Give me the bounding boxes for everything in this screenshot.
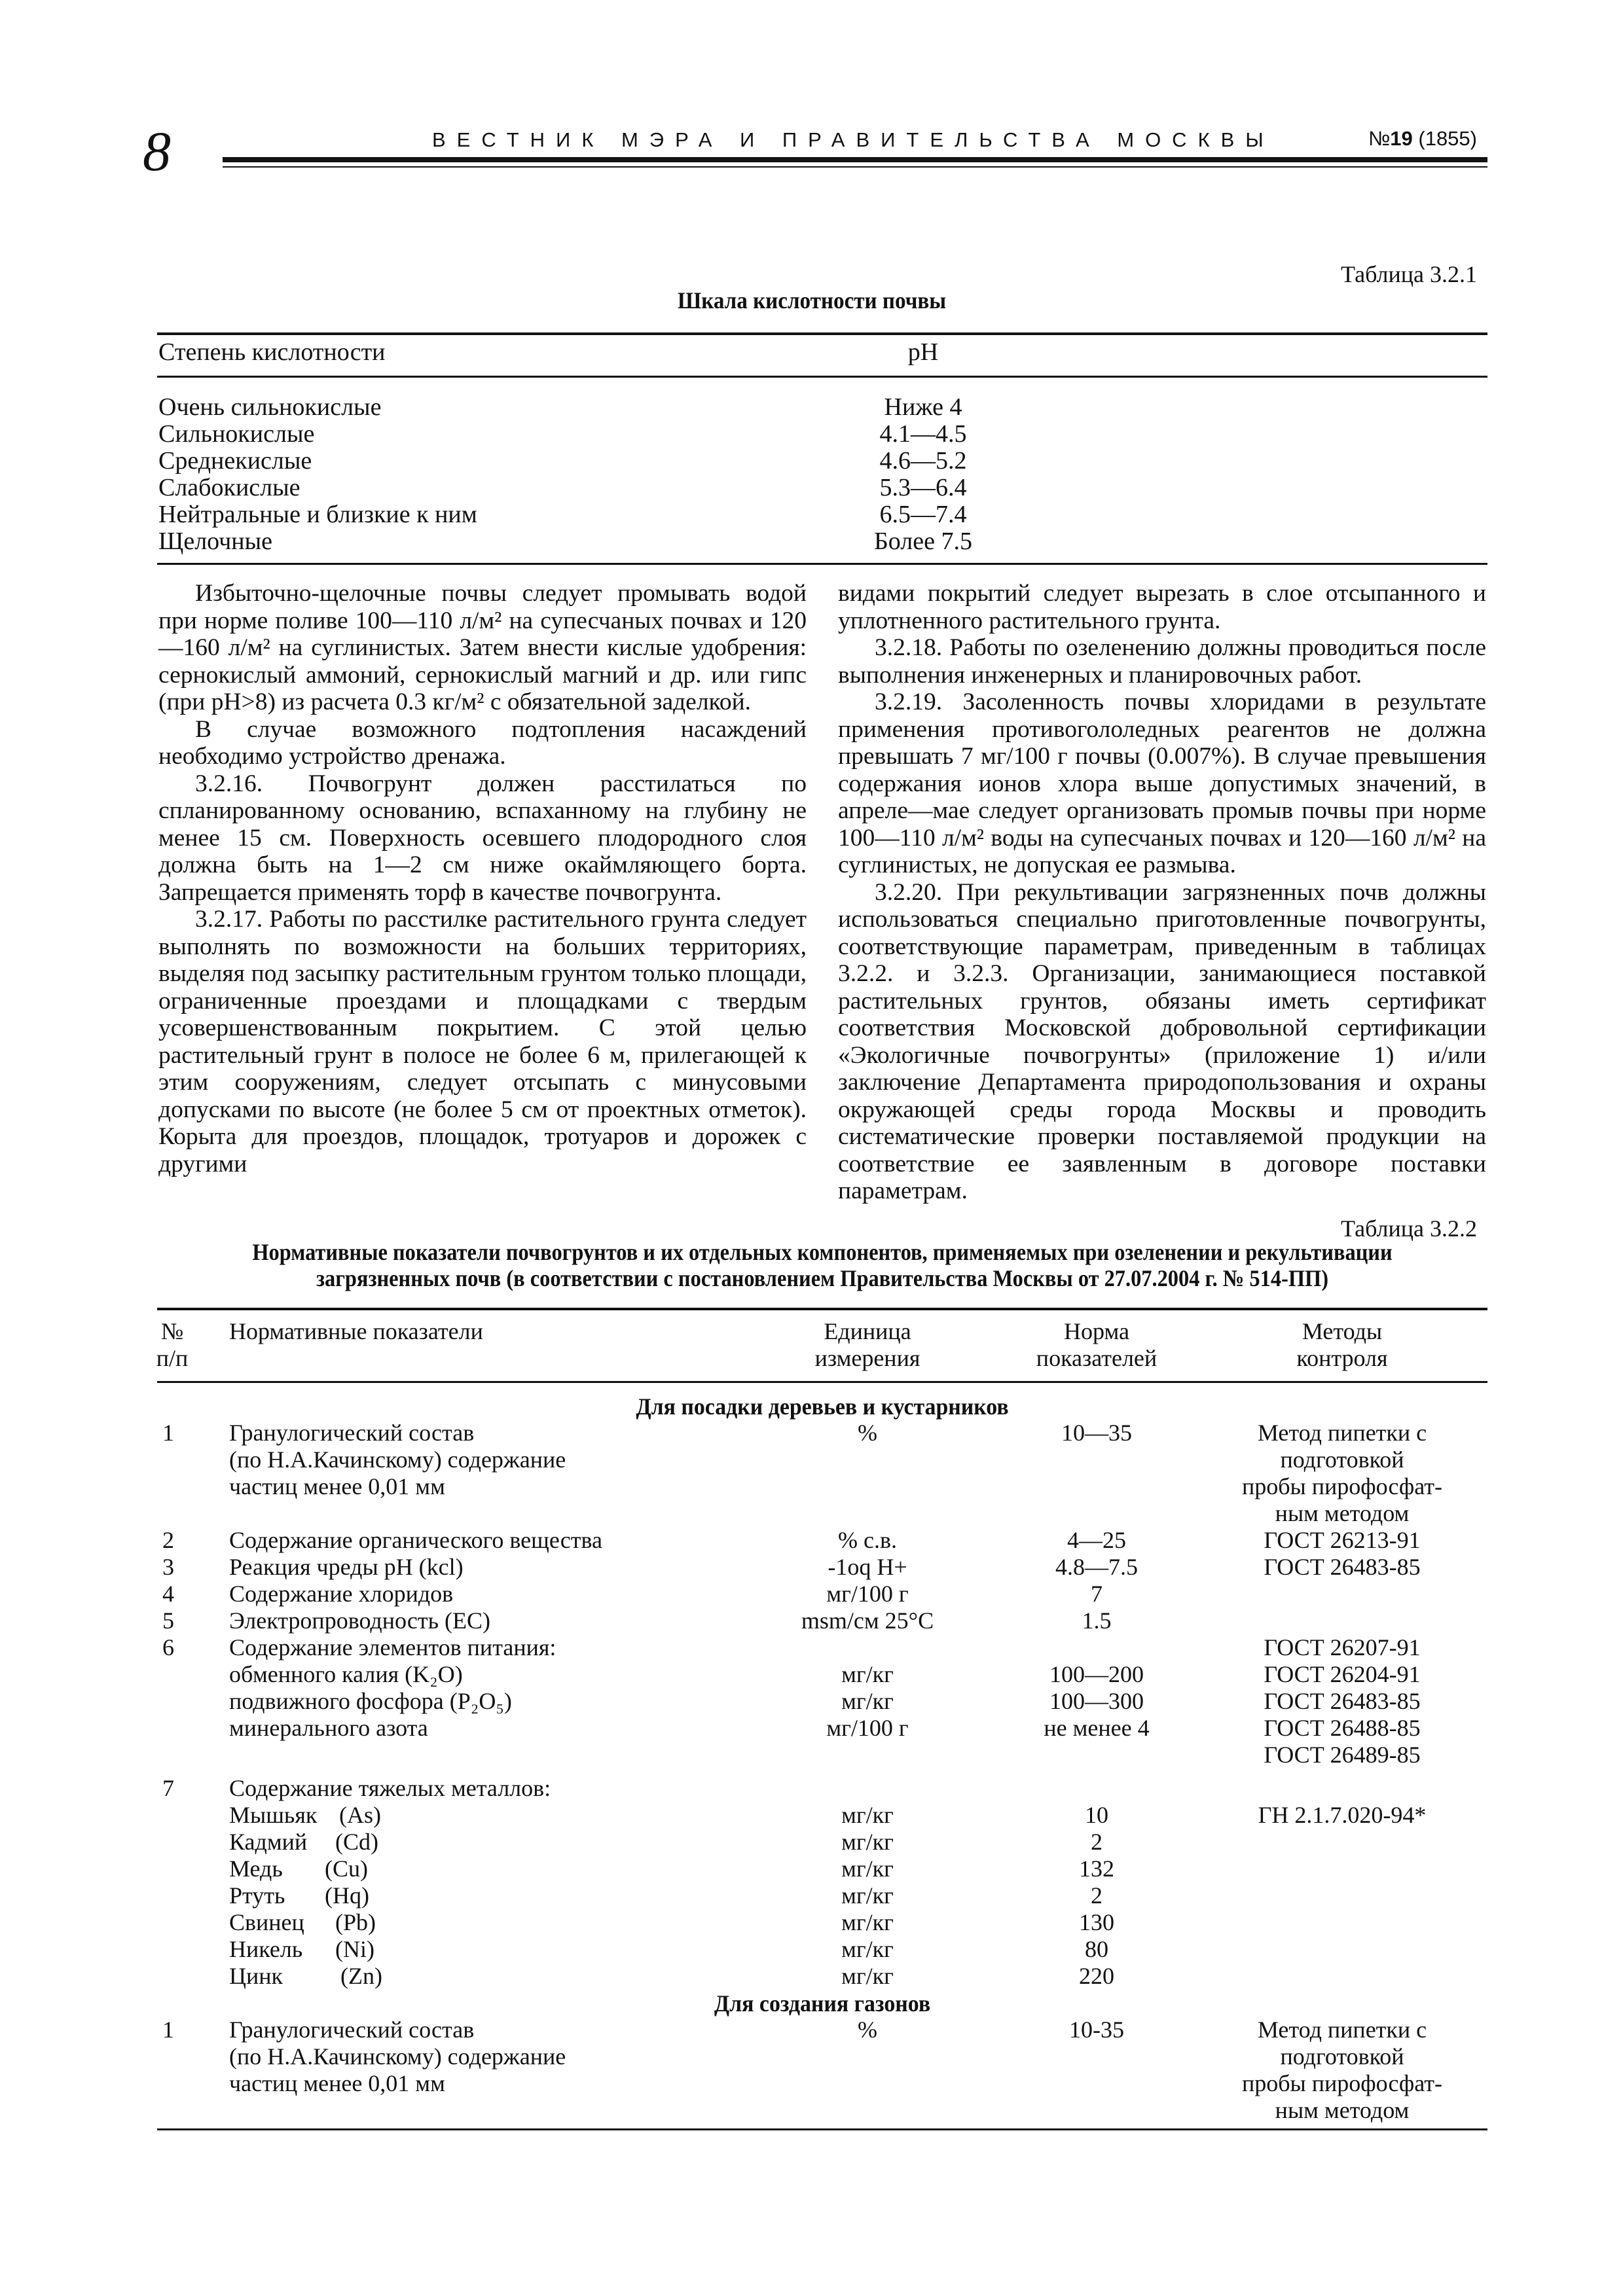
table1-header-degree: Степень кислотности	[158, 338, 386, 366]
table1-row-ph: 5.3—6.4	[879, 474, 967, 501]
paragraph: Избыточно-щелочные почвы следует промывать водой при норме поливе 100—110 л/м² на супесчаных почвах и 120—160 л/м² на суглинистых. Затем внести кислые удобрения: сернокислый аммоний, сернокислый магний и др. или гипс (при pH>8) из расчета 0.3 кг/м² с обязательной заделкой.	[158, 580, 807, 715]
table2-row-unit: мг/кг	[841, 1661, 894, 1687]
table2-row-unit: мг/кг	[841, 1882, 894, 1909]
issue-number	[1368, 127, 1477, 151]
table2-row-unit: мг/100 г	[826, 1581, 909, 1607]
table2-row-norm: 2	[1091, 1829, 1103, 1855]
table2-row-num: 3	[162, 1554, 174, 1580]
metal-name: Ртуть	[229, 1882, 285, 1909]
table2-row-norm: 100—200	[1049, 1661, 1144, 1687]
table2-row-unit: мг/кг	[841, 1802, 894, 1828]
table1-title: Шкала кислотности почвы	[677, 287, 947, 314]
table2-row-unit: мг/кг	[841, 1963, 894, 1989]
table2-title-line2: загрязненных почв (в соответствии с постановлением Правительства Москвы от 27.07.2004 г. № 514-ПП)	[316, 1265, 1329, 1291]
metal-symbol: (Hq)	[325, 1882, 369, 1909]
table1-row-ph: Ниже 4	[884, 393, 962, 421]
table2-header-rule	[157, 1381, 1487, 1383]
metal-name: Кадмий	[229, 1829, 308, 1855]
method-line: ным методом	[1275, 1500, 1410, 1526]
table2-title-line1: Нормативные показатели почвогрунтов и их отдельных компонентов, применяемых при озеленении и рекультивации	[252, 1239, 1393, 1265]
table2-row-norm: 220	[1079, 1963, 1114, 1989]
metal-symbol: (Cu)	[325, 1856, 368, 1882]
method-line: пробы пирофосфат-	[1241, 1473, 1443, 1499]
journal-title: ВЕСТНИК МЭРА И ПРАВИТЕЛЬСТВА МОСКВЫ	[432, 128, 1275, 151]
paragraph: видами покрытий следует вырезать в слое отсыпанного и уплотненного растительного грунта.	[838, 580, 1486, 634]
table2-row-indicator: Содержание органического вещества	[229, 1527, 602, 1553]
metal-name: Медь	[229, 1856, 283, 1882]
indicator-line: частиц менее 0,01 мм	[229, 1473, 445, 1499]
table2-row-norm: 4—25	[1067, 1527, 1126, 1553]
table2-row-norm: 7	[1091, 1581, 1103, 1607]
indicator-line: (по Н.А.Качинскому) содержание	[229, 1446, 566, 1473]
table2-row-indicator: подвижного фосфора (P₂O₅)	[229, 1688, 512, 1714]
paragraph: 3.2.16. Почвогрунт должен расстилаться по спланированному основанию, вспаханному на глубину не менее 15 см. Поверхность осевшего плодородного слоя должна быть на 1—2 см ниже окаймляющего борта. Запрещается применять торф в качестве почвогрунта.	[158, 770, 807, 906]
header-methods-line1: Методы	[1302, 1318, 1383, 1344]
table2-row-method	[1231, 1420, 1453, 1527]
table2-row-indicator: Содержание хлоридов	[229, 1581, 454, 1607]
indicator-line: Гранулогический состав	[229, 1420, 475, 1446]
table2-header-norm	[1008, 1318, 1185, 1372]
header-num-line2: п/п	[156, 1345, 189, 1371]
table2-row-unit: msm/см 25°C	[801, 1607, 934, 1634]
table2-row-norm: 130	[1079, 1909, 1114, 1935]
table2-row-norm: 2	[1091, 1882, 1103, 1909]
header-norm-line1: Норма	[1064, 1318, 1129, 1344]
paragraph: 3.2.17. Работы по расстилке растительного грунта следует выполнять по возможности на больших территориях, выделяя под засыпку растительным грунтом только площади, ограниченные проездами и площадками с твердым усовершенствованным покрытием. С этой целью растительный грунт в полосе не более 6 м, прилегающей к этим сооружениям, следует отсыпать с минусовыми допусками по высоте (не более 5 см от проектных отметок). Корыта для проездов, площадок, тротуаров и дорожек с другими	[158, 906, 807, 1177]
metal-symbol: (Pb)	[335, 1909, 376, 1935]
paragraph: 3.2.18. Работы по озеленению должны проводиться после выполнения инженерных и планировочных работ.	[838, 634, 1486, 689]
method-line: подготовкой	[1280, 1446, 1404, 1473]
table2-row-method: ГОСТ 26489-85	[1264, 1742, 1421, 1768]
table1-row-degree: Нейтральные и близкие к ним	[158, 501, 477, 528]
metal-symbol: (Ni)	[335, 1936, 374, 1962]
metal-symbol: (As)	[339, 1802, 381, 1828]
table2-row-num: 4	[162, 1581, 174, 1607]
table2-header-methods	[1231, 1318, 1453, 1372]
table2-top-rule	[157, 1308, 1487, 1310]
table2-row-unit: мг/кг	[841, 1856, 894, 1882]
table2-row-indicator: Содержание элементов питания:	[229, 1634, 556, 1660]
method-line: подготовкой	[1280, 2043, 1404, 2070]
table2-row-indicator: минерального азота	[229, 1715, 428, 1741]
table2-header-indicator: Нормативные показатели	[229, 1318, 483, 1344]
header-unit-line2: измерения	[814, 1345, 921, 1371]
header-rule	[223, 157, 1487, 162]
table1-header-ph: pH	[907, 338, 939, 366]
table2-row-num: 5	[162, 1607, 174, 1634]
table1-row-degree: Очень сильнокислые	[158, 393, 382, 421]
table2-row-method	[1231, 2017, 1453, 2124]
table2-row-unit: % с.в.	[838, 1527, 897, 1553]
table2-row-norm: 1.5	[1082, 1607, 1112, 1634]
table1-row-ph: 4.1—4.5	[879, 420, 967, 448]
table2-row-norm: 100—300	[1049, 1688, 1144, 1714]
table2-row-unit: -1oq H+	[828, 1554, 907, 1580]
metal-name: Свинец	[229, 1909, 304, 1935]
table2-row-unit: мг/кг	[841, 1688, 894, 1714]
table2-row-unit: мг/кг	[841, 1909, 894, 1935]
issue-prefix: №	[1368, 127, 1391, 150]
table1-header-rule	[157, 376, 1487, 378]
metal-name: Никель	[229, 1936, 303, 1962]
header-rule-thin	[223, 166, 1487, 168]
table2-row-method: ГН 2.1.7.020-94*	[1258, 1802, 1427, 1828]
table2-row-norm: 10	[1085, 1802, 1108, 1828]
table1-row-degree: Среднекислые	[158, 447, 312, 475]
table2-section-trees: Для посадки деревьев и кустарников	[636, 1393, 1009, 1420]
table2-row-num: 2	[162, 1527, 174, 1553]
method-line: Метод пипетки с	[1257, 2017, 1427, 2043]
table2-row-indicator	[229, 1420, 566, 1500]
indicator-line: Гранулогический состав	[229, 2017, 475, 2043]
method-line: пробы пирофосфат-	[1241, 2070, 1443, 2096]
table2-row-num: 1	[162, 1420, 174, 1446]
table2-row-method: ГОСТ 26483-85	[1264, 1688, 1421, 1714]
table2-header-num	[149, 1318, 195, 1372]
metal-symbol: (Cd)	[335, 1829, 378, 1855]
paragraph: В случае возможного подтопления насаждений необходимо устройство дренажа.	[158, 715, 807, 770]
table2-row-indicator: Содержание тяжелых металлов:	[229, 1775, 551, 1801]
metal-name: Цинк	[229, 1963, 283, 1989]
table2-row-norm: 80	[1085, 1936, 1108, 1962]
page-number: 8	[143, 120, 171, 183]
header-unit-line1: Единица	[824, 1318, 911, 1344]
metal-name: Мышьяк	[229, 1802, 318, 1828]
table1-row-degree: Сильнокислые	[158, 420, 315, 448]
table2-row-unit: мг/100 г	[826, 1715, 909, 1741]
table2-row-indicator: Реакция чреды pH (kcl)	[229, 1554, 464, 1580]
header-num-line1: №	[160, 1318, 184, 1344]
table1-top-rule	[157, 332, 1487, 335]
header-norm-line2: показателей	[1036, 1345, 1158, 1371]
table2-row-method: ГОСТ 26488-85	[1264, 1715, 1421, 1741]
table2-row-unit: мг/кг	[841, 1936, 894, 1962]
table2-row-num: 6	[162, 1634, 174, 1660]
table2-row-norm: 10-35	[1069, 2017, 1124, 2043]
table2-row-unit: %	[858, 1420, 877, 1446]
metal-symbol: (Zn)	[340, 1963, 382, 1989]
table2-section-lawns: Для создания газонов	[714, 1990, 931, 2017]
paragraph: 3.2.20. При рекультивации загрязненных почв должны использоваться специально приготовленные почвогрунты, соответствующие параметрам, приведенным в таблицах 3.2.2. и 3.2.3. Организации, занимающиеся поставкой растительных грунтов, обязаны иметь сертификат соответствия Московской добровольной сертификации «Экологичные почвогрунты» (приложение 1) и/или заключение Департамента природопользования и охраны окружающей среды города Москвы и проводить систематические проверки поставляемой продукции на соответствие ее заявленным в договоре поставки параметрам.	[838, 878, 1486, 1204]
table2-row-indicator: Электропроводность (EC)	[229, 1607, 490, 1634]
body-right-column	[838, 580, 1486, 1205]
paragraph: 3.2.19. Засоленность почвы хлоридами в результате применения противогололедных реагентов не должна превышать 7 мг/100 г почвы (0.007%). В случае превышения содержания ионов хлора выше допустимых значений, в апреле—мае следует организовать промыв почвы при норме 100—110 л/м² воды на супесчаных почвах и 120—160 л/м² на суглинистых, не допуская ее размыва.	[838, 689, 1486, 878]
table2-row-unit: %	[858, 2017, 877, 2043]
issue-total: (1855)	[1418, 127, 1477, 150]
issue-num: 19	[1390, 127, 1413, 150]
method-line: Метод пипетки с	[1257, 1420, 1427, 1446]
table1-label: Таблица 3.2.1	[1341, 261, 1477, 287]
method-line: ным методом	[1275, 2097, 1410, 2123]
table2-bottom-rule	[157, 2128, 1487, 2130]
table2-row-norm: 132	[1079, 1856, 1114, 1882]
table2-row-indicator	[229, 2017, 566, 2097]
table1-row-ph: 4.6—5.2	[879, 447, 967, 475]
table2-row-method: ГОСТ 26207-91	[1264, 1634, 1421, 1660]
body-left-column	[158, 580, 807, 1177]
table2-row-num: 1	[162, 2017, 174, 2043]
table2-row-unit: мг/кг	[841, 1829, 894, 1855]
table2-label: Таблица 3.2.2	[1341, 1215, 1477, 1242]
table1-row-degree: Слабокислые	[158, 474, 301, 501]
table2-row-method: ГОСТ 26213-91	[1264, 1527, 1421, 1553]
indicator-line: (по Н.А.Качинскому) содержание	[229, 2043, 566, 2070]
table2-row-norm: 4.8—7.5	[1055, 1554, 1138, 1580]
table1-row-degree: Щелочные	[158, 528, 273, 555]
indicator-line: частиц менее 0,01 мм	[229, 2070, 445, 2096]
table2-row-norm: 10—35	[1061, 1420, 1132, 1446]
table2-row-num: 7	[162, 1775, 174, 1801]
table2-row-indicator: обменного калия (K₂O)	[229, 1661, 463, 1687]
table1-bottom-rule	[157, 563, 1487, 565]
table1-row-ph: 6.5—7.4	[879, 501, 967, 528]
table2-header-unit	[773, 1318, 962, 1372]
header-methods-line2: контроля	[1296, 1345, 1388, 1371]
table2-row-method: ГОСТ 26204-91	[1264, 1661, 1421, 1687]
table2-row-norm: не менее 4	[1044, 1715, 1150, 1741]
table2-row-method: ГОСТ 26483-85	[1264, 1554, 1421, 1580]
table1-row-ph: Более 7.5	[873, 528, 972, 555]
